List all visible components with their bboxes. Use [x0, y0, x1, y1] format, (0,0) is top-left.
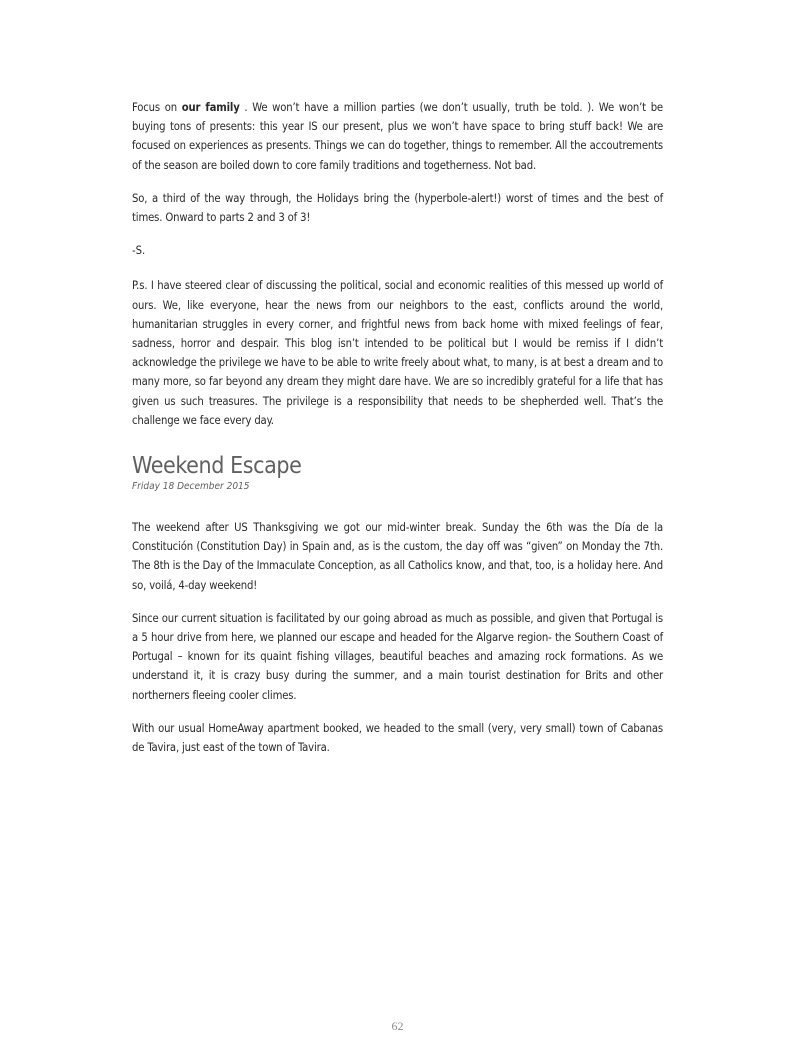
paragraph-algarve: Since our current situation is facilitated by our going abroad as much as possible, and given that Portugal is a 5 hour drive from here, we planned our escape and headed for the Algarve region- the Southern Coast of Portugal – known for its quaint fishing villages, beautiful beaches and amazing rock formations. As we understand it, it is crazy busy during the summer, and a main tourist destination for Brits and other northerners fleeing cooler climes.: [132, 611, 663, 702]
page-number: 62: [391, 1019, 404, 1033]
paragraph-postscript: P.s. I have steered clear of discussing the political, social and economic realities of this messed up world of ours. We, like everyone, hear the news from our neighbors to the east, conflicts around the world, humanitarian struggles in every corner, and frightful news from back home with mixed feelings of fear, sadness, horror and despair. This blog isn’t intended to be political but I would be remiss if I didn’t acknowledge the privilege we have to be able to write freely about what, to many, is at best a dream and to many more, so far beyond any dream they might dare have. We are so incredibly grateful for a life that has given us such treasures. The privilege is a responsibility that needs to be shepherded well. That’s the challenge we face every day.: [132, 279, 663, 427]
paragraph-onward: So, a third of the way through, the Holidays bring the (hyperbole-alert!) worst of times and the best of times. Onward to parts 2 and 3 of 3!: [132, 191, 663, 225]
paragraph-family-focus: [132, 98, 663, 175]
paragraph-text: . We won’t have a million parties (we don’t usually, truth be told. ). We won’t be buying tons of presents: this year IS our present, plus we won’t have space to bring stuff back! We are focused on experiences as presents. Things we can do together, things to remember. All the accoutrements of the season are boiled down to core family traditions and togetherness. Not bad.: [132, 101, 663, 172]
paragraph-text: Focus on: [132, 101, 182, 114]
post-title: Weekend Escape: [132, 453, 302, 480]
paragraph-midwinter-break: The weekend after US Thanksgiving we got our mid-winter break. Sunday the 6th was the Día de la Constitución (Constitution Day) in Spain and, as is the custom, the day off was “given” on Monday the 7th. The 8th is the Day of the Immaculate Conception, as all Catholics know, and that, too, is a holiday here. And so, voilá, 4-day weekend!: [132, 521, 663, 592]
paragraph-cabanas: With our usual HomeAway apartment booked, we headed to the small (very, very small) town of Cabanas de Tavira, just east of the town of Tavira.: [132, 721, 663, 755]
post-date: Friday 18 December 2015: [132, 481, 250, 493]
bold-text-our-family: our family: [181, 101, 240, 114]
page-content: [132, 98, 663, 771]
signature: -S.: [132, 244, 146, 258]
